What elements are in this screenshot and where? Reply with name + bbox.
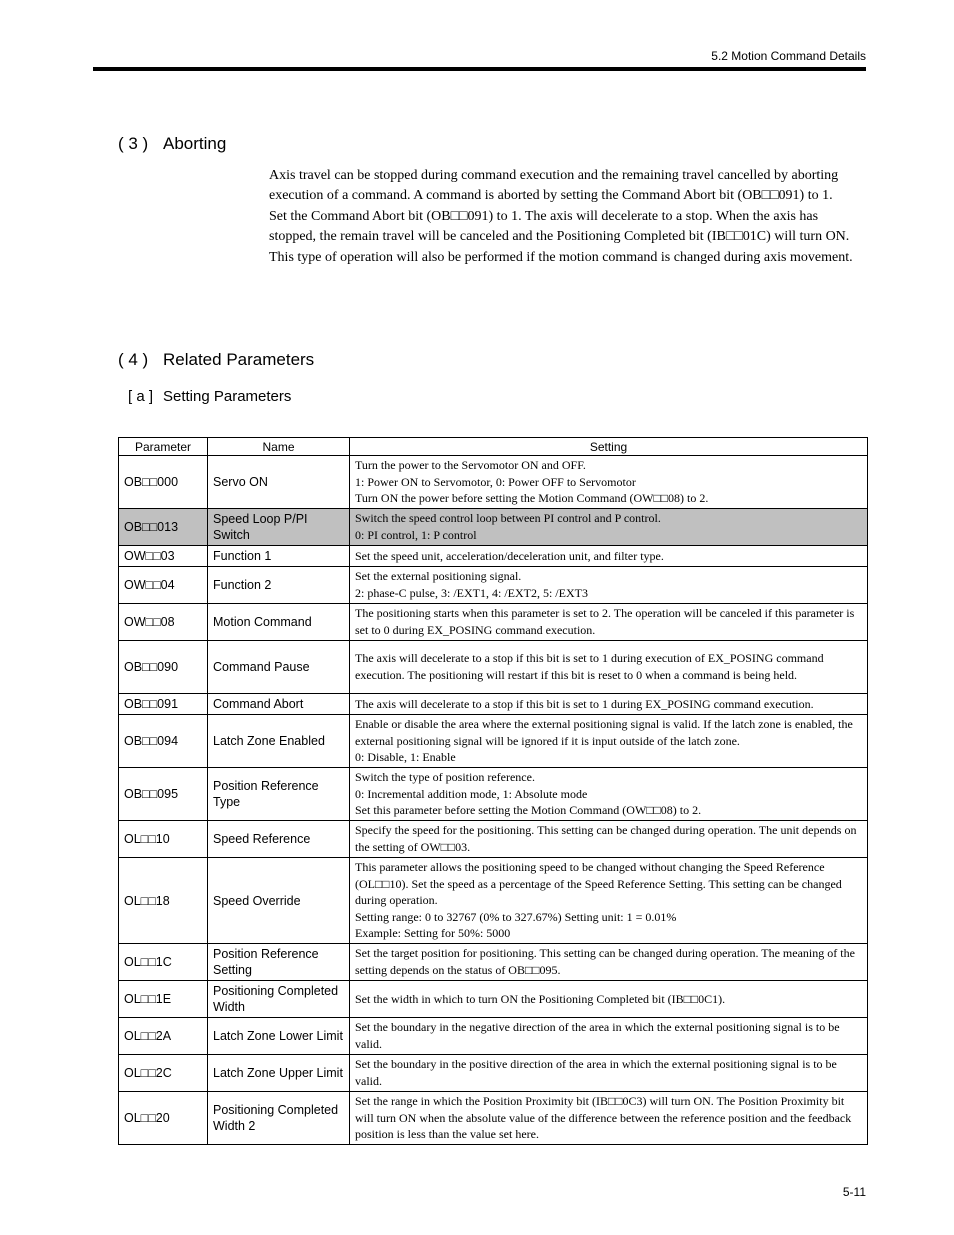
setting-cell [350,604,868,641]
parameter-cell: OB□□095 [119,768,208,821]
subsection-a-number: [ a ] [128,388,154,405]
name-cell: Speed Loop P/PI Switch [208,509,350,546]
setting-line: Turn the power to the Servomotor ON and OFF. [355,458,586,473]
parameter-cell: OL□□2A [119,1018,208,1055]
table-header-row [119,438,868,456]
table-row [119,456,868,509]
parameter-cell: OB□□094 [119,715,208,768]
section-3-title: Aborting [163,134,227,153]
header-parameter: Parameter [119,438,208,456]
name-cell: Latch Zone Lower Limit [208,1018,350,1055]
parameter-cell: OW□□03 [119,546,208,567]
name-cell: Latch Zone Upper Limit [208,1055,350,1092]
table-row [119,768,868,821]
setting-cell [350,546,868,567]
parameter-cell: OW□□04 [119,567,208,604]
section-3-heading [118,134,226,154]
setting-cell [350,1055,868,1092]
section-4-heading [118,350,314,370]
setting-cell [350,821,868,858]
name-cell: Command Abort [208,694,350,715]
section-4-number: ( 4 ) [118,350,149,369]
table-row [119,604,868,641]
table-row [119,1092,868,1145]
setting-line: Set this parameter before setting the Motion Command (OW□□08) to 2. [355,803,702,818]
section-3-number: ( 3 ) [118,134,149,153]
name-cell: Position Reference Setting [208,944,350,981]
aborting-body [269,166,865,268]
setting-line: 0: Incremental addition mode, 1: Absolute mode [355,786,588,801]
parameter-cell: OL□□1E [119,981,208,1018]
table-row [119,567,868,604]
header-name: Name [208,438,350,456]
setting-line: Set the external positioning signal. [355,569,522,584]
parameter-cell: OB□□000 [119,456,208,509]
section-4-title: Related Parameters [163,350,315,369]
aborting-paragraph: Axis travel can be stopped during command execution and the remaining travel cancelled by aborting execution of a command. A command is aborted by setting the Command Abort bit (OB□□091) to 1. [269,168,839,204]
table-row [119,546,868,567]
name-cell: Function 1 [208,546,350,567]
setting-cell [350,1092,868,1145]
setting-line: Set the target position for positioning. This setting can be changed during operation. The meaning of the setting depends on the status of OB□□095. [355,946,855,977]
setting-line: Turn ON the power before setting the Motion Command (OW□□08) to 2. [355,491,709,506]
name-cell: Command Pause [208,641,350,694]
setting-cell [350,768,868,821]
setting-line: Set the width in which to turn ON the Positioning Completed bit (IB□□0C1). [355,991,726,1006]
setting-line: Setting range: 0 to 32767 (0% to 327.67%) Setting unit: 1 = 0.01% [355,909,677,924]
table-row [119,1055,868,1092]
name-cell: Function 2 [208,567,350,604]
setting-cell [350,694,868,715]
setting-cell [350,944,868,981]
running-header: 5.2 Motion Command Details [711,49,866,63]
setting-cell [350,715,868,768]
setting-cell [350,567,868,604]
setting-cell [350,509,868,546]
name-cell: Positioning Completed Width 2 [208,1092,350,1145]
name-cell: Speed Override [208,858,350,944]
table-row [119,1018,868,1055]
table-row [119,641,868,694]
setting-parameters-table [118,437,868,1145]
setting-line: Specify the speed for the positioning. This setting can be changed during operation. The unit depends on the setting of OW□□03. [355,823,857,854]
setting-cell [350,858,868,944]
parameter-cell: OL□□18 [119,858,208,944]
header-setting: Setting [350,438,868,456]
table-row [119,694,868,715]
parameter-cell: OB□□013 [119,509,208,546]
table-row [119,944,868,981]
setting-cell [350,456,868,509]
table-row [119,821,868,858]
parameter-cell: OL□□10 [119,821,208,858]
name-cell: Servo ON [208,456,350,509]
aborting-paragraph: Set the Command Abort bit (OB□□091) to 1. The axis will decelerate to a stop. When the axis has stopped, the remain travel will be canceled and the Positioning Completed bit (IB□□01C) will turn ON. [269,208,850,245]
setting-cell [350,1018,868,1055]
name-cell: Motion Command [208,604,350,641]
setting-line: Set the speed unit, acceleration/deceleration unit, and filter type. [355,548,664,563]
parameter-cell: OB□□090 [119,641,208,694]
table-row [119,715,868,768]
setting-line: Set the boundary in the positive direction of the area in which the external positioning signal is to be valid. [355,1057,837,1088]
name-cell: Speed Reference [208,821,350,858]
setting-line: Set the boundary in the negative direction of the area in which the external positioning signal is to be valid. [355,1020,840,1051]
setting-line: The axis will decelerate to a stop if this bit is set to 1 during execution of EX_POSING command execution. The positioning will restart if this bit is reset to 0 when a command is being held. [355,651,824,682]
subsection-a-heading [128,388,291,405]
setting-cell [350,981,868,1018]
setting-line: 0: PI control, 1: P control [355,528,477,542]
parameter-cell: OB□□091 [119,694,208,715]
parameter-cell: OW□□08 [119,604,208,641]
setting-line: 2: phase-C pulse, 3: /EXT1, 4: /EXT2, 5: /EXT3 [355,586,588,600]
parameter-cell: OL□□20 [119,1092,208,1145]
name-cell: Latch Zone Enabled [208,715,350,768]
aborting-paragraph: This type of operation will also be performed if the motion command is changed during axis movement. [269,249,853,265]
table-row [119,981,868,1018]
name-cell: Position Reference Type [208,768,350,821]
setting-line: Switch the speed control loop between PI control and P control. [355,511,661,526]
setting-line: The axis will decelerate to a stop if this bit is set to 1 during EX_POSING command execution. [355,696,814,711]
setting-cell [350,641,868,694]
parameter-cell: OL□□1C [119,944,208,981]
setting-line: Example: Setting for 50%: 5000 [355,926,511,941]
setting-line: 1: Power ON to Servomotor, 0: Power OFF to Servomotor [355,474,636,489]
setting-line: Enable or disable the area where the external positioning signal is valid. If the latch zone is enabled, the external positioning signal will be ignored if it is input outside of the latch zone. [355,717,853,748]
setting-line: 0: Disable, 1: Enable [355,750,456,765]
page-number: 5-11 [842,1185,866,1199]
parameter-cell: OL□□2C [119,1055,208,1092]
setting-line: Set the range in which the Position Proximity bit (IB□□0C3) will turn ON. The Position Proximity bit will turn ON when the absolute value of the difference between the reference position and the feedback position is less than the value set here. [355,1094,852,1142]
name-cell: Positioning Completed Width [208,981,350,1018]
setting-line: This parameter allows the positioning speed to be changed without changing the Speed Reference (OL□□10). Set the speed as a percentage of the Speed Reference Setting. This setting can be changed during operation. [355,860,842,908]
table-row [119,858,868,944]
header-rule [93,67,866,71]
setting-line: Switch the type of position reference. [355,770,535,785]
table-row [119,509,868,546]
setting-line: The positioning starts when this parameter is set to 2. The operation will be canceled if this parameter is set to 0 during EX_POSING command execution. [355,606,855,637]
subsection-a-title: Setting Parameters [163,388,292,405]
